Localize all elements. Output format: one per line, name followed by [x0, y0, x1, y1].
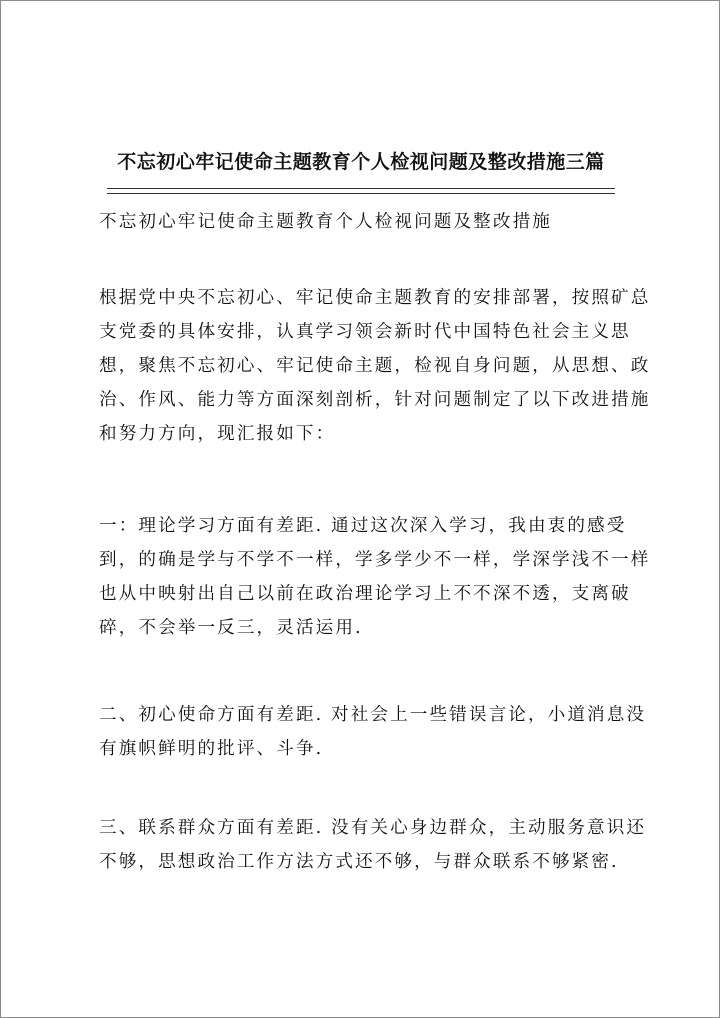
paragraph-theory-study: [99, 509, 651, 645]
paragraph-line: 二、初心使命方面有差距. 对社会上一些错误言论，小道消息没: [99, 705, 647, 725]
paragraph-line: 不够，思想政治工作方法方式还不够，与群众联系不够紧密.: [99, 852, 619, 872]
paragraph-line: 有旗帜鲜明的批评、斗争.: [99, 739, 324, 759]
paragraph-line: 三、联系群众方面有差距. 没有关心身边群众，主动服务意识还: [99, 818, 647, 838]
document-subtitle: [99, 205, 625, 239]
paragraph-line: 一：理论学习方面有差距. 通过这次深入学习，我由衷的感受: [99, 516, 627, 536]
subtitle-line: 不忘初心牢记使命主题教育个人检视问题及整改措施: [99, 212, 552, 232]
page-title: 不忘初心牢记使命主题教育个人检视问题及整改措施三篇: [117, 151, 605, 173]
paragraph-intro: [99, 281, 651, 451]
paragraph-line: 支党委的具体安排，认真学习领会新时代中国特色社会主义思: [99, 322, 631, 342]
paragraph-line: 和努力方向，现汇报如下：: [99, 424, 336, 444]
paragraph-line: 也从中映射出自己以前在政治理论学习上不不深不透，支离破: [99, 584, 631, 604]
paragraph-line: 到，的确是学与不学不一样，学多学少不一样，学深学浅不一样: [99, 550, 651, 570]
title-double-rule: [107, 188, 615, 194]
paragraph-line: 治、作风、能力等方面深刻剖析，针对问题制定了以下改进措施: [99, 390, 651, 410]
paragraph-line: 根据党中央不忘初心、牢记使命主题教育的安排部署，按照矿总: [99, 288, 651, 308]
paragraph-original-mission: [99, 698, 647, 766]
paragraph-line: 想，聚焦不忘初心、牢记使命主题，检视自身问题，从思想、政: [99, 356, 651, 376]
paragraph-mass-contact: [99, 811, 647, 879]
paragraph-line: 碎，不会举一反三，灵活运用.: [99, 618, 363, 638]
